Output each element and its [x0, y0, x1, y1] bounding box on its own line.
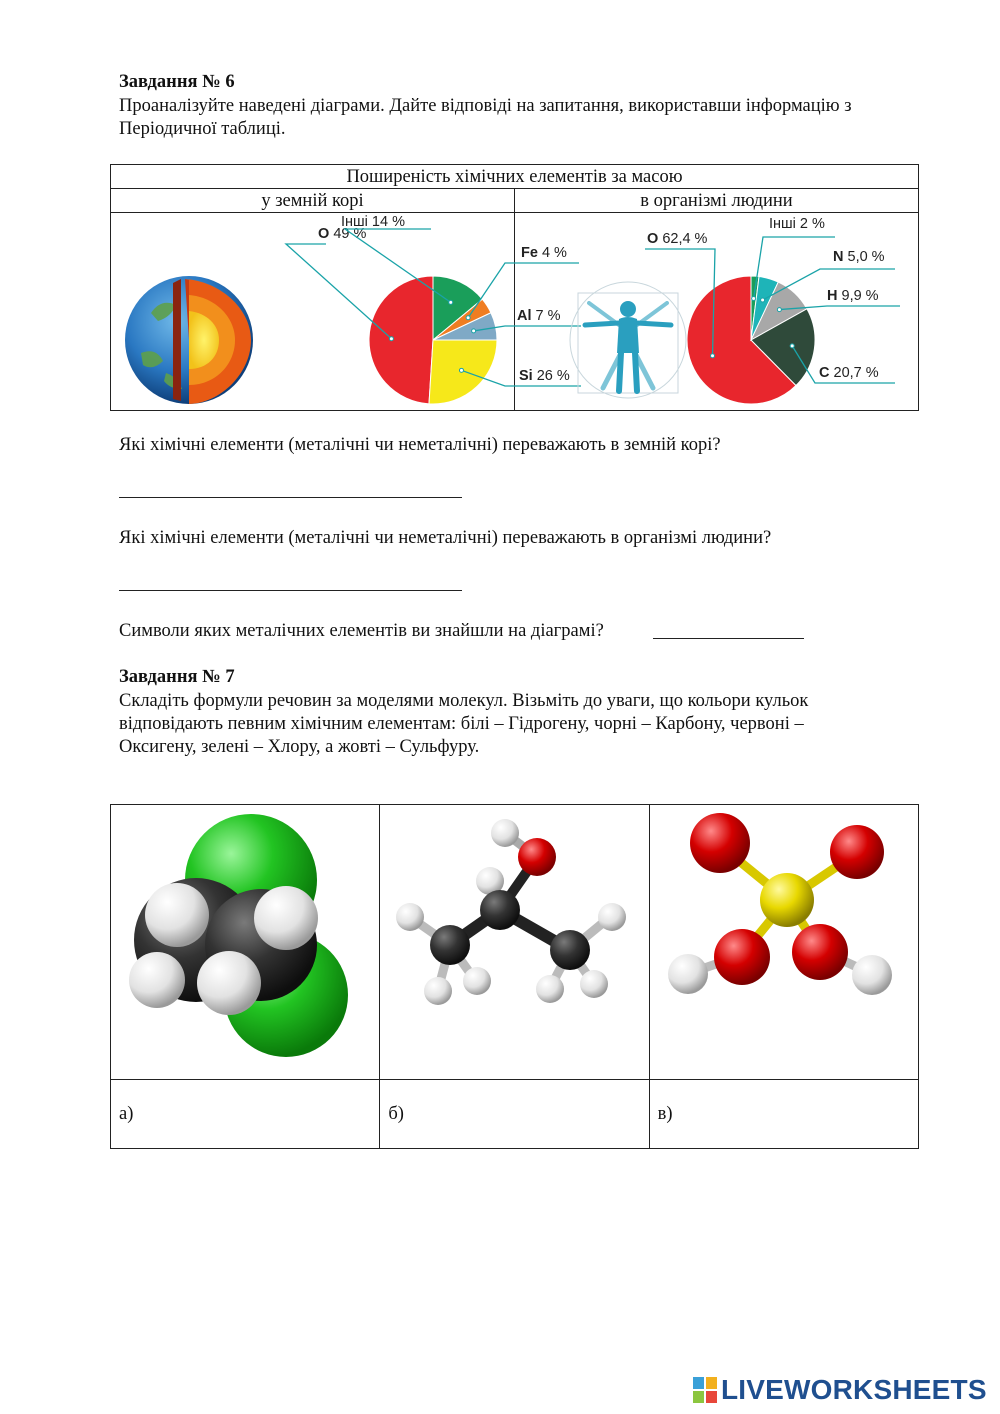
human-leader-dot-0	[711, 354, 715, 358]
human-label-1: Інші 2 %	[769, 216, 825, 232]
liveworksheets-logo-text: LIVEWORKSHEETS	[721, 1374, 987, 1405]
earth-leader-dot-1	[449, 300, 453, 304]
answer-line-3[interactable]	[653, 638, 804, 639]
task7-instruction-line2: відповідають певним хімічним елементам: білі – Гідрогену, чорні – Карбону, червоні –	[119, 714, 804, 734]
earth-leader-dot-2	[466, 316, 470, 320]
human-label-0: O 62,4 %	[647, 231, 708, 247]
earth-leader-dot-3	[472, 329, 476, 333]
caption-c: в)	[649, 1080, 918, 1149]
task6-title: Завдання № 6	[119, 72, 235, 92]
earth-leader-dot-0	[389, 337, 393, 341]
human-label-2: N 5,0 %	[833, 249, 885, 265]
human-pie-chart	[515, 213, 918, 410]
human-label-3: H 9,9 %	[827, 288, 879, 304]
molecule-a-cell	[111, 805, 380, 1080]
earth-pie-chart	[111, 213, 570, 410]
earth-label-1: Інші 14 %	[341, 214, 405, 230]
earth-leader-dot-4	[459, 368, 463, 372]
vitruvian-man-illustration	[570, 282, 686, 398]
earth-leader-line-0	[286, 244, 391, 339]
earth-chart-cell	[111, 213, 570, 411]
molecule-b-ball-and-stick-model	[380, 805, 648, 1079]
question-1: Які хімічні елементи (металічні чи неметалічні) переважають в земній корі?	[119, 435, 721, 455]
human-leader-dot-3	[777, 308, 781, 312]
caption-a: а)	[111, 1080, 380, 1149]
earth-label-4: Si 26 %	[519, 368, 570, 384]
human-leader-dot-4	[790, 344, 794, 348]
abundance-table	[110, 164, 919, 411]
answer-line-1[interactable]	[119, 497, 462, 498]
molecule-b-cell	[380, 805, 649, 1080]
column-earth-crust: у земній корі	[111, 189, 515, 213]
human-label-4: C 20,7 %	[819, 365, 879, 381]
earth-label-3: Al 7 %	[517, 308, 561, 324]
human-chart-cell	[515, 213, 919, 411]
question-2: Які хімічні елементи (металічні чи неметалічні) переважають в організмі людини?	[119, 528, 772, 548]
liveworksheets-logo	[693, 1373, 987, 1407]
earth-cross-section-illustration	[125, 276, 253, 404]
human-leader-dot-2	[761, 298, 765, 302]
task7-instruction-line1: Складіть формули речовин за моделями молекул. Візьміть до уваги, що кольори кульок	[119, 691, 809, 711]
molecules-table	[110, 804, 919, 1149]
earth-slice-0	[369, 276, 433, 404]
molecule-c-cell	[649, 805, 918, 1080]
column-human-body: в організмі людини	[515, 189, 919, 213]
abundance-table-header: Поширеність хімічних елементів за масою	[111, 165, 919, 189]
task6-instruction-line2: Періодичної таблиці.	[119, 119, 286, 139]
task7-title: Завдання № 7	[119, 667, 235, 687]
molecule-a-space-filling-model	[111, 805, 379, 1079]
task7-instruction-line3: Оксигену, зелені – Хлору, а жовті – Сульфуру.	[119, 737, 480, 757]
answer-line-2[interactable]	[119, 590, 462, 591]
earth-label-2: Fe 4 %	[521, 245, 567, 261]
caption-b: б)	[380, 1080, 649, 1149]
task6-instruction-line1: Проаналізуйте наведені діаграми. Дайте відповіді на запитання, використавши інформацію з	[119, 96, 852, 116]
earth-label-0: O 49 %	[318, 226, 367, 242]
liveworksheets-logo-icon	[693, 1377, 717, 1403]
molecule-c-ball-and-stick-model	[650, 805, 918, 1079]
question-3: Символи яких металічних елементів ви знайшли на діаграмі?	[119, 621, 604, 641]
human-leader-dot-1	[752, 296, 756, 300]
